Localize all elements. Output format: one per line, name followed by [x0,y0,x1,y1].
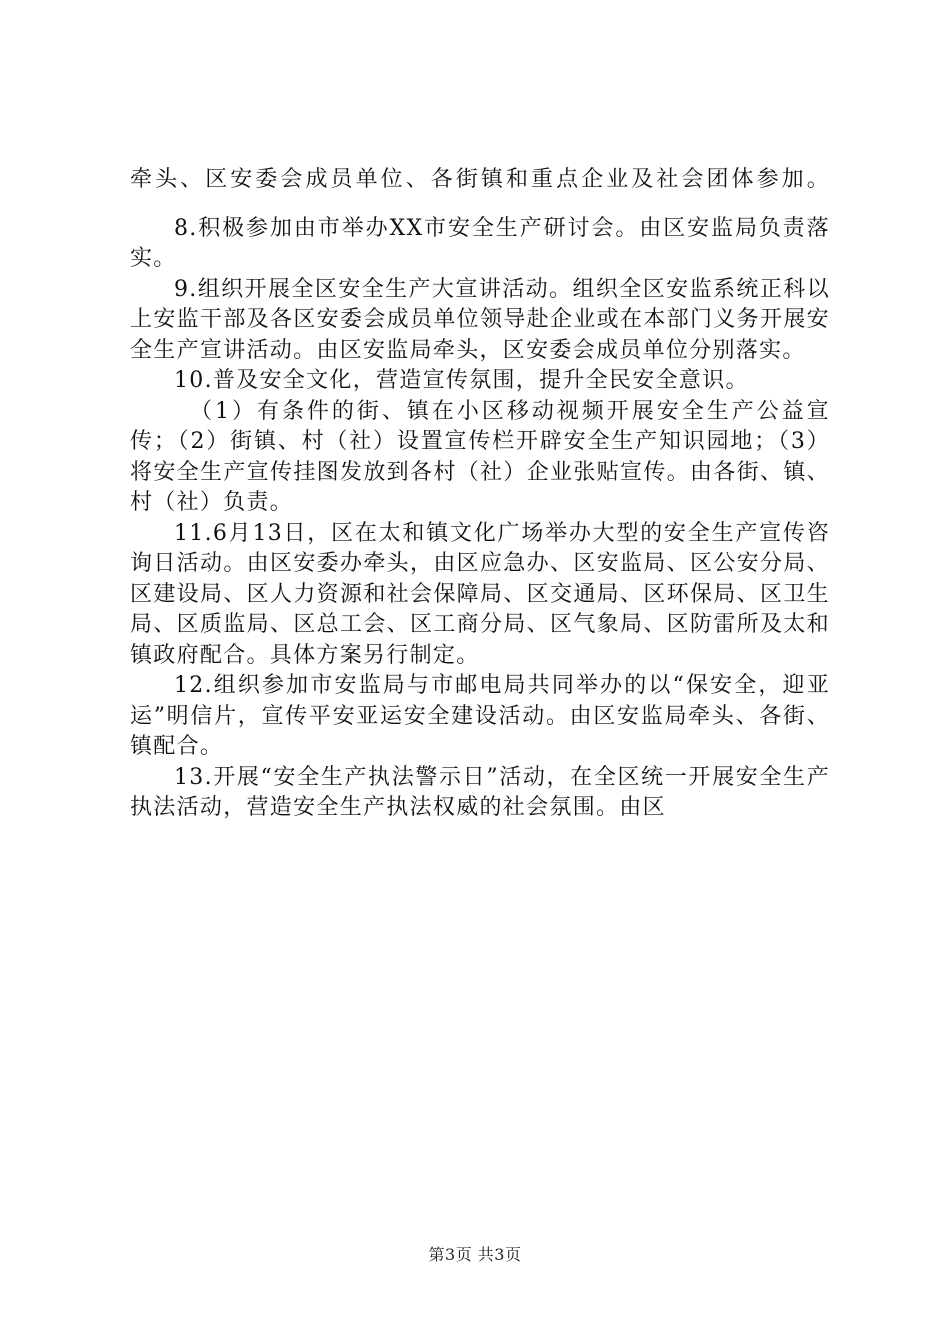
paragraph-gap [130,196,830,214]
paragraph-item-12: 12.组织参加市安监局与市邮电局共同举办的以“保安全，迎亚运”明信片，宣传平安亚运安全建设活动。由区安监局牵头、各街、镇配合。 [130,673,830,759]
page-number-footer: 第3页 共3页 [428,1245,522,1264]
paragraph-item-8: 8.积极参加由市举办XX市安全生产研讨会。由区安监局负责落实。 [130,215,830,271]
document-body [130,165,830,824]
paragraph-item-11: 11.6月13日，区在太和镇文化广场举办大型的安全生产宣传咨询日活动。由区安委办牵头，由区应急办、区安监局、区公安分局、区建设局、区人力资源和社会保障局、区交通局、区环保局、区卫生局、区质监局、区总工会、区工商分局、区气象局、区防雷所及太和镇政府配合。具体方案另行制定。 [130,520,830,668]
paragraph-item-10-details: （1）有条件的街、镇在小区移动视频开展安全生产公益宣传；（2）街镇、村（社）设置宣传栏开辟安全生产知识园地；（3）将安全生产宣传挂图发放到各村（社）企业张贴宣传。由各街、镇、村（社）负责。 [130,398,830,515]
paragraph-item-9: 9.组织开展全区安全生产大宣讲活动。组织全区安监系统正科以上安监干部及各区安委会成员单位领导赴企业或在本部门义务开展安全生产宣讲活动。由区安监局牵头，区安委会成员单位分别落实。 [130,276,830,363]
paragraph-continuation: 牵头、区安委会成员单位、各街镇和重点企业及社会团体参加。 [130,167,830,192]
paragraph-item-10: 10.普及安全文化，营造宣传氛围，提升全民安全意识。 [174,368,749,393]
paragraph-item-13: 13.开展“安全生产执法警示日”活动，在全区统一开展安全生产执法活动，营造安全生产执法权威的社会氛围。由区 [130,764,830,820]
